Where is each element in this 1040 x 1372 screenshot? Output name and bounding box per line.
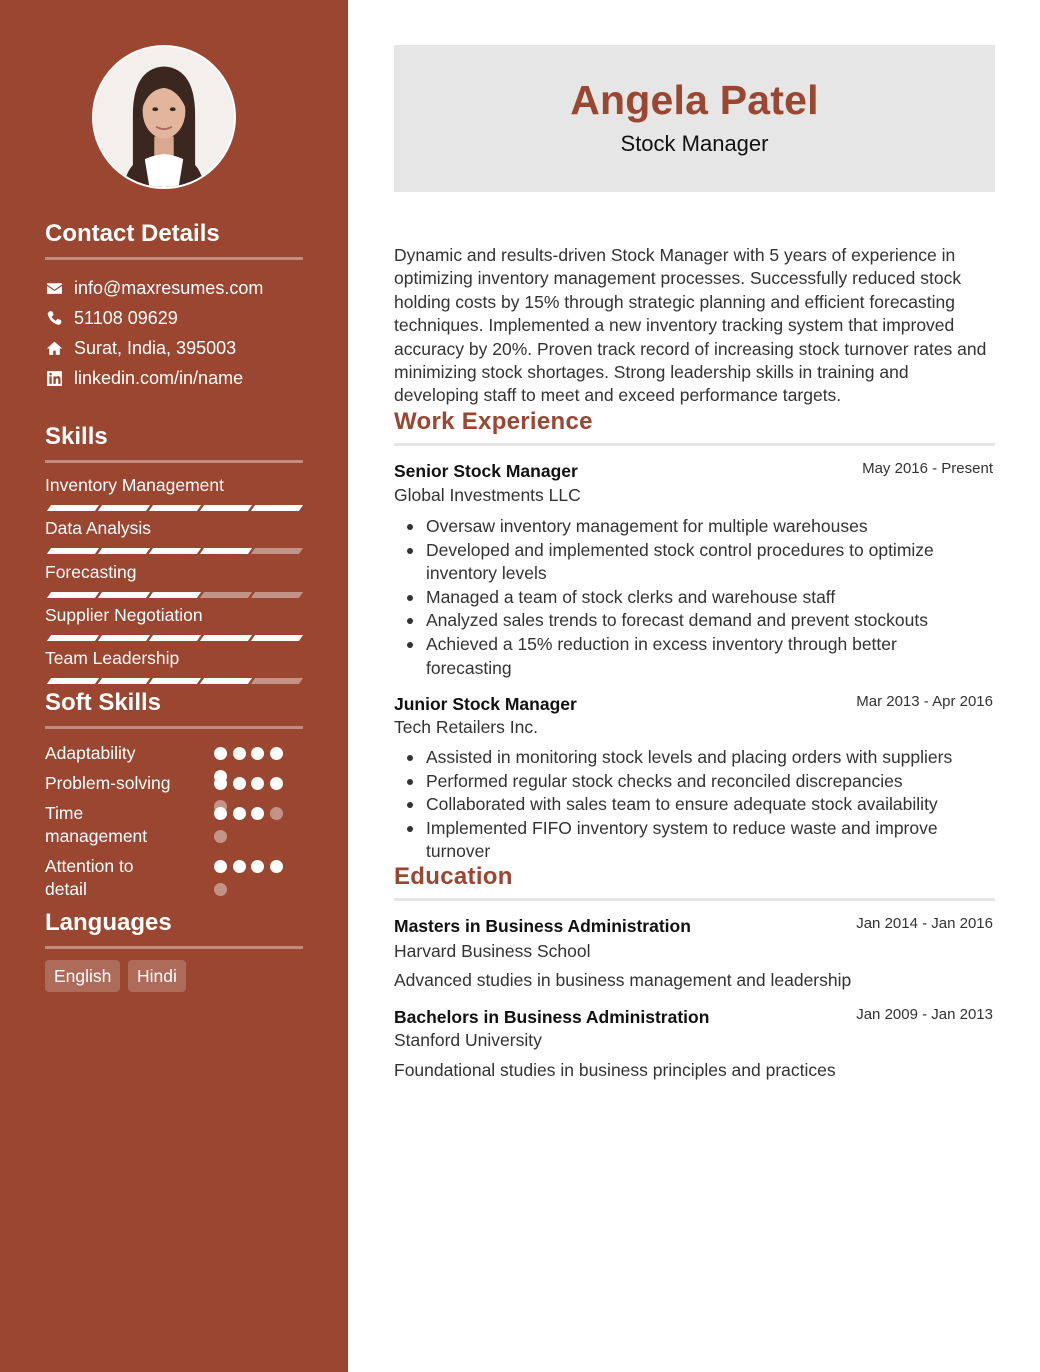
skill-level-segment <box>251 592 303 598</box>
contact-phone[interactable] <box>45 306 178 330</box>
job-dates: Mar 2013 - Apr 2016 <box>856 693 993 710</box>
soft-skill-dot <box>214 883 227 896</box>
skill-level-segment <box>200 592 252 598</box>
skill-level-segment <box>98 678 150 684</box>
skill-name: Forecasting <box>45 562 137 582</box>
job-bullet: Assisted in monitoring stock levels and placing orders with suppliers <box>404 746 986 770</box>
header-box <box>394 45 995 192</box>
work-experience-heading: Work Experience <box>394 408 995 446</box>
skill-level-segment <box>98 635 150 641</box>
education-dates: Jan 2009 - Jan 2013 <box>856 1006 993 1023</box>
skills-heading: Skills <box>45 423 303 463</box>
skill-level-segment <box>251 635 303 641</box>
skill-level-segment <box>200 548 252 554</box>
soft-skill-dot <box>233 777 246 790</box>
job-title: Junior Stock Manager <box>394 694 577 714</box>
language-chip-english: English <box>45 960 120 992</box>
soft-skill-dot <box>214 747 227 760</box>
job-dates: May 2016 - Present <box>862 460 993 477</box>
skill-name: Supplier Negotiation <box>45 605 203 625</box>
skill-level-segment <box>251 505 303 511</box>
soft-skill-dot <box>214 807 227 820</box>
education-description: Advanced studies in business management and leadership <box>394 970 852 990</box>
soft-skill-dot <box>270 747 283 760</box>
soft-skill-name: Time management <box>45 803 148 846</box>
skill-level-segment <box>251 548 303 554</box>
candidate-name: Angela Patel <box>570 77 819 123</box>
education-heading: Education <box>394 863 995 901</box>
skill-level-bar <box>45 635 303 641</box>
job-bullet: Achieved a 15% reduction in excess inventory through better forecasting <box>404 633 986 680</box>
soft-skill-dot <box>214 830 227 843</box>
soft-skill-dot <box>233 807 246 820</box>
skill-level-segment <box>47 548 99 554</box>
job-company: Global Investments LLC <box>394 485 581 505</box>
skill-name: Team Leadership <box>45 648 180 668</box>
soft-skill-dot <box>251 747 264 760</box>
profile-photo <box>92 45 236 189</box>
job-bullet: Collaborated with sales team to ensure adequate stock availability <box>404 793 986 817</box>
education-dates: Jan 2014 - Jan 2016 <box>856 915 993 932</box>
contact-linkedin-text: linkedin.com/in/name <box>74 367 244 388</box>
job-bullet: Managed a team of stock clerks and warehouse staff <box>404 586 986 610</box>
language-chip-hindi: Hindi <box>128 960 186 992</box>
job-bullets <box>404 746 986 864</box>
education-school: Harvard Business School <box>394 941 591 961</box>
soft-skill-name: Adaptability <box>45 743 136 763</box>
job-bullet: Performed regular stock checks and reconciled discrepancies <box>404 770 986 794</box>
soft-skill-dot <box>270 807 283 820</box>
skill-level-segment <box>47 592 99 598</box>
home-icon <box>45 339 63 357</box>
soft-skill-dot <box>270 777 283 790</box>
contact-address-text: Surat, India, 395003 <box>74 337 237 358</box>
skill-level-segment <box>98 548 150 554</box>
soft-skill-dot <box>251 777 264 790</box>
job-bullet: Implemented FIFO inventory system to reduce waste and improve turnover <box>404 817 986 864</box>
skill-name: Inventory Management <box>45 475 224 495</box>
skill-level-segment <box>47 635 99 641</box>
skill-level-bar <box>45 548 303 554</box>
soft-skills-heading: Soft Skills <box>45 689 303 729</box>
skill-level-segment <box>200 505 252 511</box>
skill-level-segment <box>47 678 99 684</box>
soft-skill-dot <box>233 747 246 760</box>
skill-level-bar <box>45 678 303 684</box>
contact-phone-text: 51108 09629 <box>74 307 178 328</box>
contact-heading: Contact Details <box>45 220 303 260</box>
skill-level-bar <box>45 592 303 598</box>
education-school: Stanford University <box>394 1030 542 1050</box>
contact-email[interactable] <box>45 276 263 300</box>
skill-level-segment <box>149 505 201 511</box>
skill-level-segment <box>200 678 252 684</box>
job-bullet: Analyzed sales trends to forecast demand and prevent stockouts <box>404 609 986 633</box>
linkedin-icon <box>45 369 63 387</box>
soft-skill-dot <box>251 807 264 820</box>
skill-level-segment <box>47 505 99 511</box>
skill-level-segment <box>98 505 150 511</box>
education-degree: Masters in Business Administration <box>394 916 691 936</box>
sidebar <box>0 0 348 1372</box>
skill-level-segment <box>149 678 201 684</box>
education-degree: Bachelors in Business Administration <box>394 1007 710 1027</box>
soft-skill-dot <box>214 860 227 873</box>
job-bullet: Oversaw inventory management for multiple warehouses <box>404 515 986 539</box>
profile-summary: Dynamic and results-driven Stock Manager with 5 years of experience in optimizing inventory management processes. Successfully reduced stock holding costs by 15% through strategic planning and efficient forecasting techniques. Implemented a new inventory tracking system that improved accuracy by 20%. Proven track record of increasing stock turnover rates and minimizing stock shortages. Strong leadership skills in training and developing staff to meet and exceed performance targets. <box>394 245 987 406</box>
envelope-icon <box>45 279 63 297</box>
skill-level-segment <box>149 635 201 641</box>
candidate-title: Stock Manager <box>620 131 769 156</box>
skill-level-bar <box>45 505 303 511</box>
job-bullet: Developed and implemented stock control procedures to optimize inventory levels <box>404 539 986 586</box>
portrait-image <box>94 47 234 187</box>
skill-level-segment <box>98 592 150 598</box>
contact-email-text: info@maxresumes.com <box>74 277 264 298</box>
contact-linkedin[interactable] <box>45 366 243 390</box>
skill-level-segment <box>149 548 201 554</box>
skill-level-segment <box>200 635 252 641</box>
job-company: Tech Retailers Inc. <box>394 717 538 737</box>
skill-level-segment <box>149 592 201 598</box>
skill-name: Data Analysis <box>45 518 152 538</box>
soft-skill-name: Attention to detail <box>45 856 134 899</box>
soft-skill-dot <box>270 860 283 873</box>
soft-skill-name: Problem-solving <box>45 773 171 793</box>
skill-level-segment <box>251 678 303 684</box>
soft-skill-dot <box>233 860 246 873</box>
education-description: Foundational studies in business principles and practices <box>394 1060 836 1080</box>
job-title: Senior Stock Manager <box>394 461 578 481</box>
languages-heading: Languages <box>45 909 303 949</box>
phone-icon <box>45 309 63 327</box>
soft-skill-dot <box>251 860 264 873</box>
job-bullets <box>404 515 986 680</box>
contact-address <box>45 336 236 360</box>
soft-skill-dot <box>214 777 227 790</box>
